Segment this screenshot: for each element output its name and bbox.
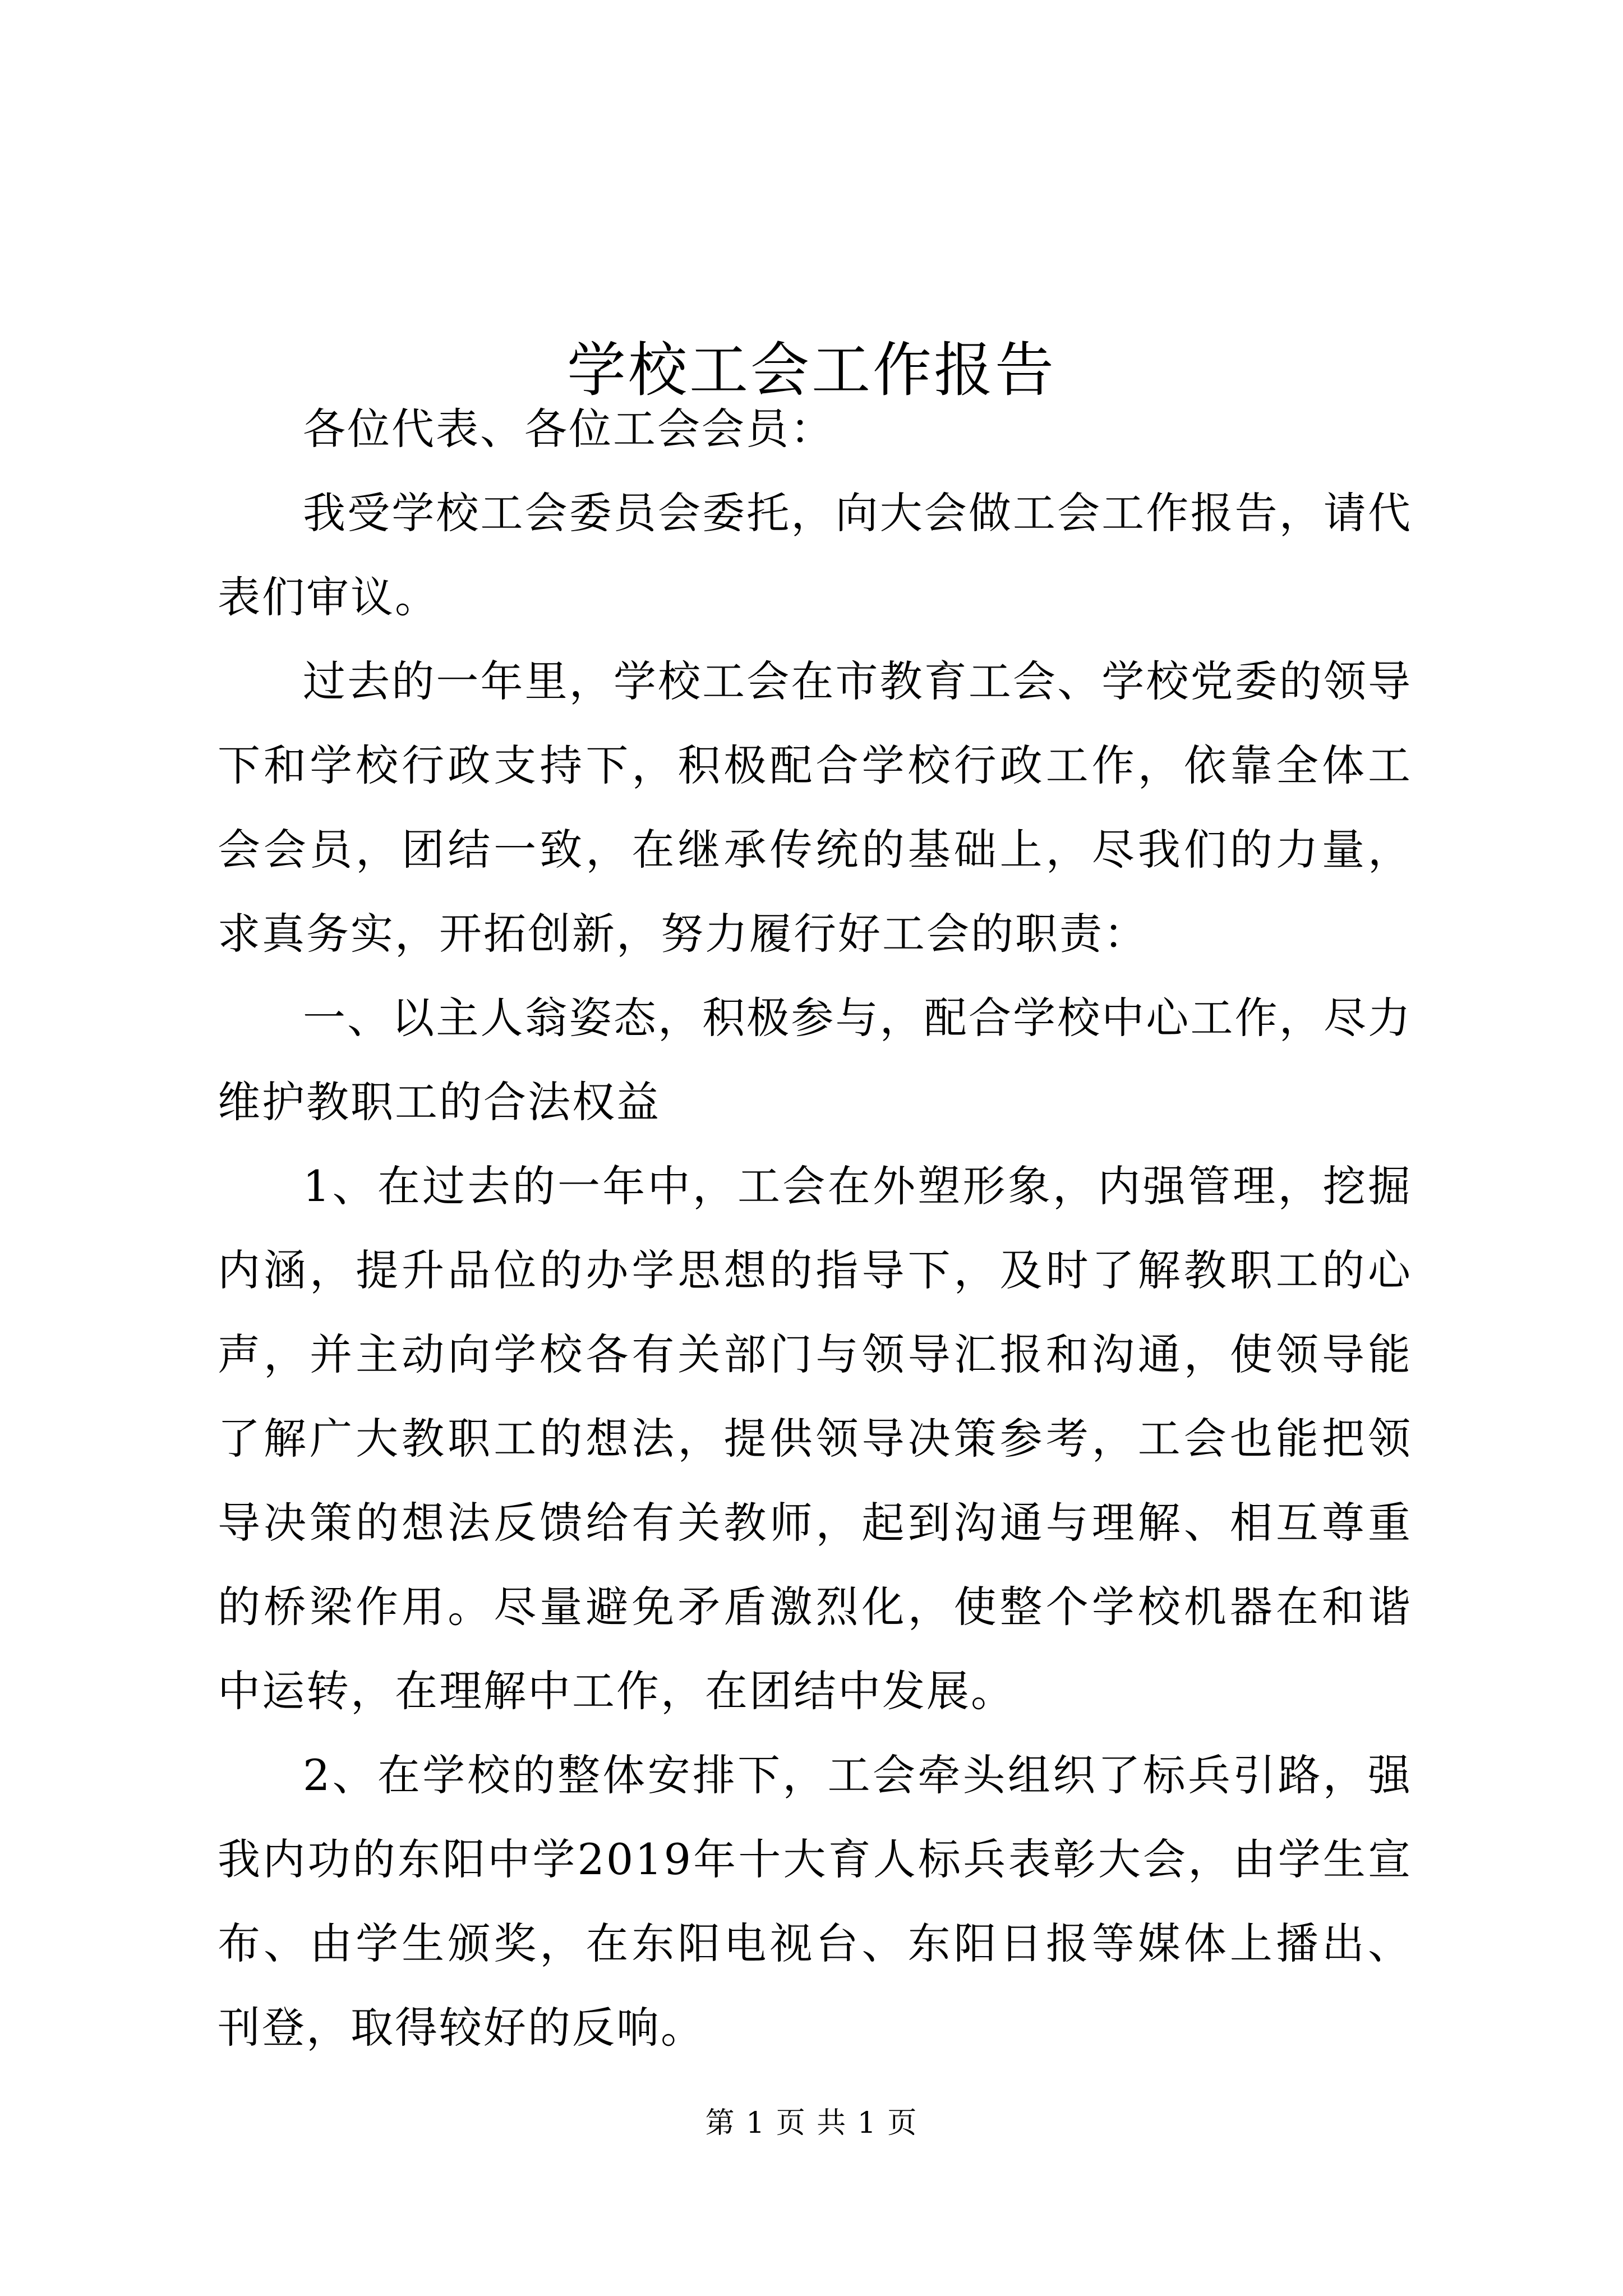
document-body xyxy=(218,387,1412,2070)
paragraph-intro: 我受学校工会委员会委托，向大会做工会工作报告，请代表们审议。 xyxy=(218,488,1412,622)
document-title: 学校工会工作报告 xyxy=(566,336,1056,405)
paragraph-item-1: 1、在过去的一年中，工会在外塑形象，内强管理，挖掘内涵，提升品位的办学思想的指导下，及时了解教职工的心声，并主动向学校各有关部门与领导汇报和沟通，使领导能了解广大教职工的想法，提供领导决策参考，工会也能把领导决策的想法反馈给有关教师，起到沟通与理解、相互尊重的桥梁作用。尽量避免矛盾激烈化，使整个学校机器在和谐中运转，在理解中工作，在团结中发展。 xyxy=(218,1161,1412,1716)
paragraph-overview: 过去的一年里，学校工会在市教育工会、学校党委的领导下和学校行政支持下，积极配合学校行政工作，依靠全体工会会员，团结一致，在继承传统的基础上，尽我们的力量，求真务实，开拓创新，努力履行好工会的职责： xyxy=(218,656,1412,959)
paragraph-salutation: 各位代表、各位工会会员： xyxy=(303,404,834,454)
page-footer: 第 1 页 共 1 页 xyxy=(705,2106,918,2140)
paragraph-item-2: 2、在学校的整体安排下，工会牵头组织了标兵引路，强我内功的东阳中学2019年十大育人标兵表彰大会，由学生宣布、由学生颁奖，在东阳电视台、东阳日报等媒体上播出、刊登，取得较好的反响。 xyxy=(218,1750,1412,2053)
section-heading-1: 一、以主人翁姿态，积极参与，配合学校中心工作，尽力维护教职工的合法权益 xyxy=(218,993,1412,1127)
